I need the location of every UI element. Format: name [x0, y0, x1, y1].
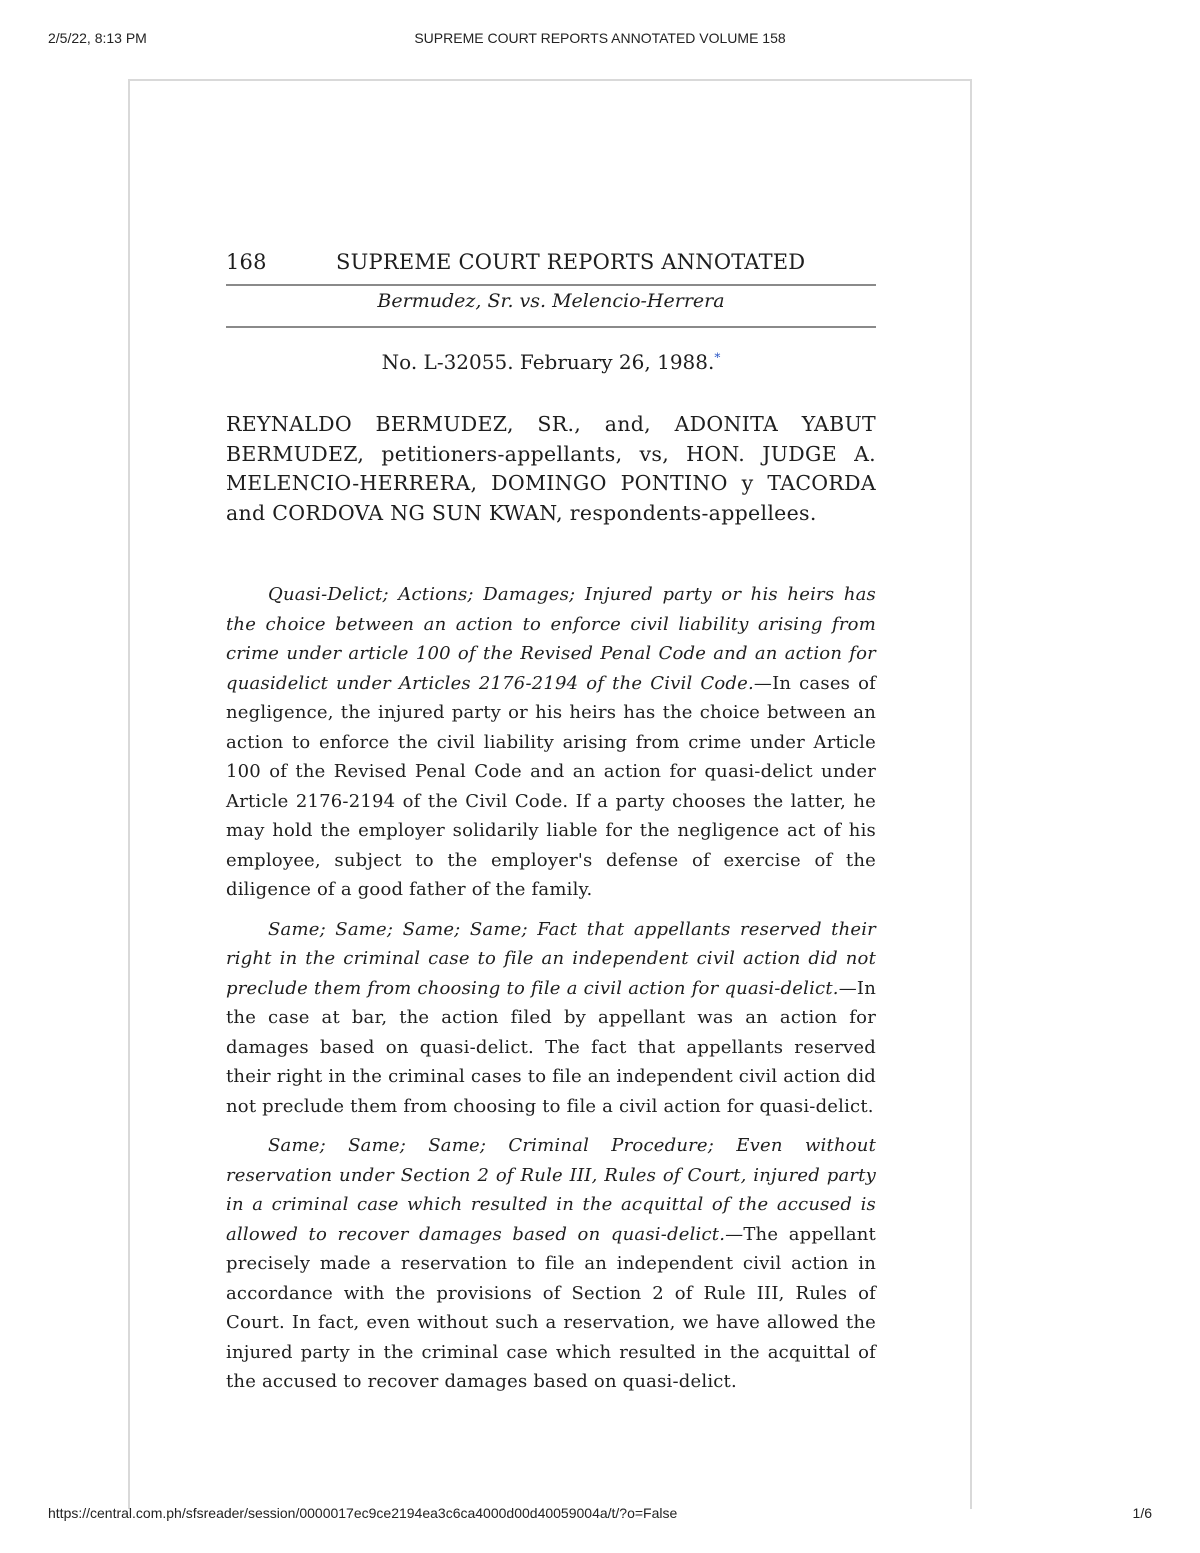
parties: REYNALDO BERMUDEZ, SR., and, ADONITA YABUT BERMUDEZ, petitioners-appellants, vs, HON. JUDGE A. MELENCIO-HERRERA, DOMINGO PONTINO y TACORDA and CORDOVA NG SUN KWAN, respondents-appellees.	[226, 412, 876, 525]
headnote: Quasi-Delict; Actions; Damages; Injured party or his heirs has the choice between an action to enforce civil liability arising from crime under article 100 of the Revised Penal Code and an action for quasidelict under Articles 2176-2194 of the Civil Code.	[226, 584, 876, 694]
print-title: SUPREME COURT REPORTS ANNOTATED VOLUME 158	[414, 30, 786, 46]
running-head	[226, 244, 876, 284]
syllabus-text: —In cases of negligence, the injured party or his heirs has the choice between an action to enforce the civil liability arising from crime under Article 100 of the Revised Penal Code and an action for quasi-delict under Article 2176-2194 of the Civil Code. If a party chooses the latter, he may hold the employer solidarily liable for the negligence act of his employee, subject to the employer's defense of exercise of the diligence of a good father of the family.	[226, 672, 876, 900]
print-header	[48, 30, 1152, 50]
reporter-title: SUPREME COURT REPORTS ANNOTATED	[336, 250, 806, 274]
headnote: Same; Same; Same; Criminal Procedure; Even without reservation under Section 2 of Rule III, Rules of Court, injured party in a criminal case which resulted in the acquittal of the accused is allowed to recover damages based on quasi-delict.	[226, 1135, 876, 1245]
print-url: https://central.com.ph/sfsreader/session/0000017ec9ce2194ea3c6ca4000d00d40059004a/t/?o=False	[48, 1505, 678, 1521]
print-footer	[48, 1505, 1152, 1525]
syllabus-paragraph	[226, 580, 876, 905]
syllabus-text: —The appellant precisely made a reservation to file an independent civil action in accordance with the provisions of Section 2 of Rule III, Rules of Court. In fact, even without such a reservation, we have allowed the injured party in the criminal case which resulted in the acquittal of the accused to recover damages based on quasi-delict.	[226, 1223, 876, 1392]
syllabus-paragraph	[226, 915, 876, 1122]
print-datetime: 2/5/22, 8:13 PM	[48, 30, 147, 46]
bottom-rule	[226, 326, 876, 328]
syllabus-paragraph	[226, 1131, 876, 1397]
docket-line	[226, 350, 876, 380]
footnote-link[interactable]: *	[714, 350, 721, 365]
print-page-count: 1/6	[1132, 1505, 1152, 1521]
document-content	[226, 244, 876, 1407]
case-title: Bermudez, Sr. vs. Melencio-Herrera	[377, 290, 725, 312]
syllabus-text: —In the case at bar, the action filed by appellant was an action for damages based on quasi-delict. The fact that appellants reserved their right in the criminal cases to file an independent civil action did not preclude them from choosing to file a civil action for quasi-delict.	[226, 977, 876, 1117]
syllabus	[226, 580, 876, 1397]
docket-text: No. L-32055. February 26, 1988.	[381, 350, 715, 374]
page-number: 168	[226, 250, 267, 274]
headnote: Same; Same; Same; Same; Fact that appellants reserved their right in the criminal case to file an independent civil action did not preclude them from choosing to file a civil action for quasi-delict.	[226, 918, 876, 999]
